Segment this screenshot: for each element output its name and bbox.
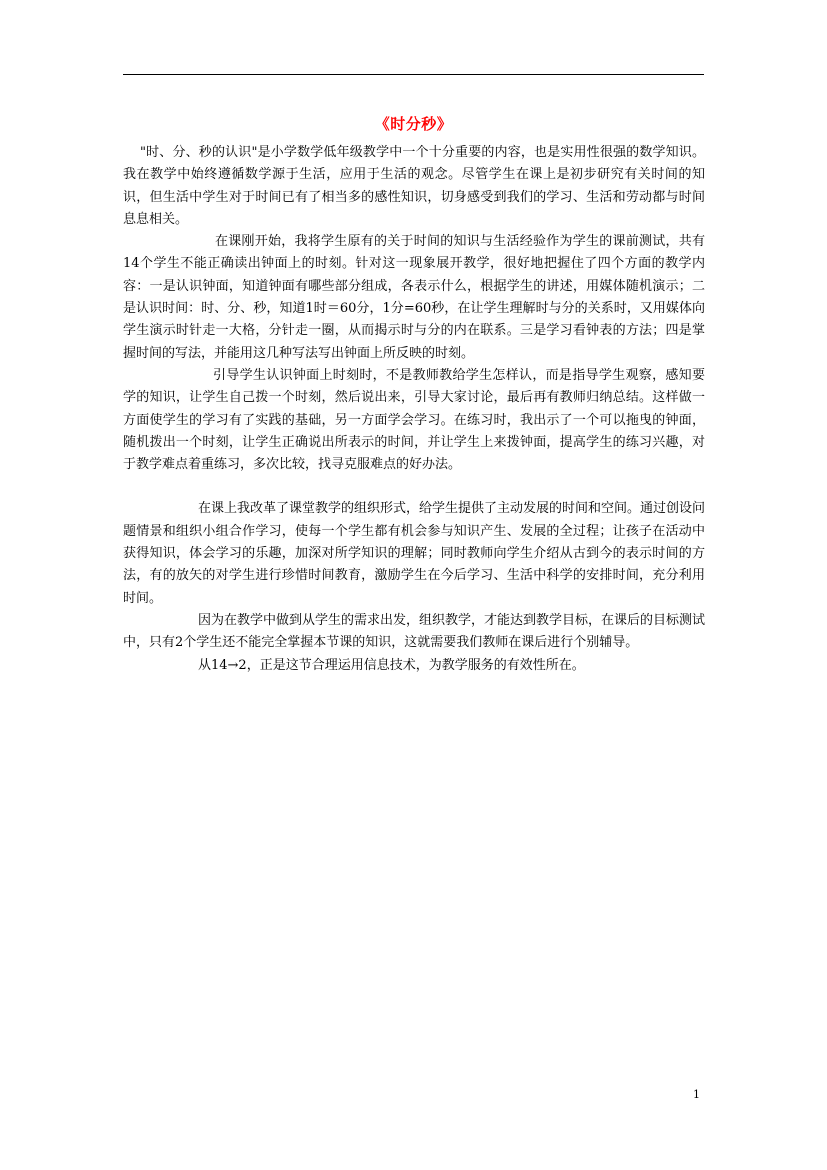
- header-rule: [123, 74, 704, 75]
- document-title: 《时分秒》: [374, 115, 453, 133]
- paragraph-4: 在课上我改革了课堂教学的组织形式，给学生提供了主动发展的时间和空间。通过创设问题情景和组织小组合作学习，使每一个学生都有机会参与知识产生、发展的全过程；让孩子在活动中获得知识，体会学习的乐趣，加深对所学知识的理解；同时教师向学生介绍从古到今的表示时间的方法，有的放矢的对学生进行珍惜时间教育，激励学生在今后学习、生活中科学的安排时间，充分利用时间。: [123, 501, 706, 606]
- document-body: [123, 142, 705, 677]
- page-number: 1: [693, 1088, 700, 1101]
- paragraph-2: 在课刚开始，我将学生原有的关于时间的知识与生活经验作为学生的课前测试，共有14个学生不能正确读出钟面上的时刻。针对这一现象展开教学，很好地把握住了四个方面的教学内容：一是认识钟面，知道钟面有哪些部分组成，各表示什么，根据学生的讲述，用媒体随机演示；二是认识时间：时、分、秒，知道1时＝60分，1分=60秒，在让学生理解时与分的关系时，又用媒体向学生演示时针走一大格，分针走一圈，从而揭示时与分的内在联系。三是学习看钟表的方法；四是掌握时间的写法，并能用这几种写法写出钟面上所反映的时刻。: [123, 234, 705, 361]
- paragraph-1: "时、分、秒的认识"是小学数学低年级教学中一个十分重要的内容，也是实用性很强的数学知识。我在教学中始终遵循数学源于生活，应用于生活的观念。尽管学生在课上是初步研究有关时间的知识，但生活中学生对于时间已有了相当多的感性知识，切身感受到我们的学习、生活和劳动都与时间息息相关。: [123, 145, 705, 227]
- paragraph-6: 从14→2，正是这节合理运用信息技术，为教学服务的有效性所在。: [198, 657, 585, 673]
- paragraph-5: 因为在教学中做到从学生的需求出发，组织教学，才能达到教学目标，在课后的目标测试中，只有2个学生还不能完全掌握本节课的知识，这就需要我们教师在课后进行个别辅导。: [123, 612, 706, 651]
- paragraph-3: 引导学生认识钟面上时刻时，不是教师教给学生怎样认，而是指导学生观察，感知要学的知识，让学生自己拨一个时刻，然后说出来，引导大家讨论，最后再有教师归纳总结。这样做一方面使学生的学习有了实践的基础，另一方面学会学习。在练习时，我出示了一个可以拖曳的钟面，随机拨出一个时刻，让学生正确说出所表示的时间，并让学生上来拨钟面，提高学生的练习兴趣，对于教学难点着重练习，多次比较，找寻克服难点的好办法。: [123, 367, 705, 473]
